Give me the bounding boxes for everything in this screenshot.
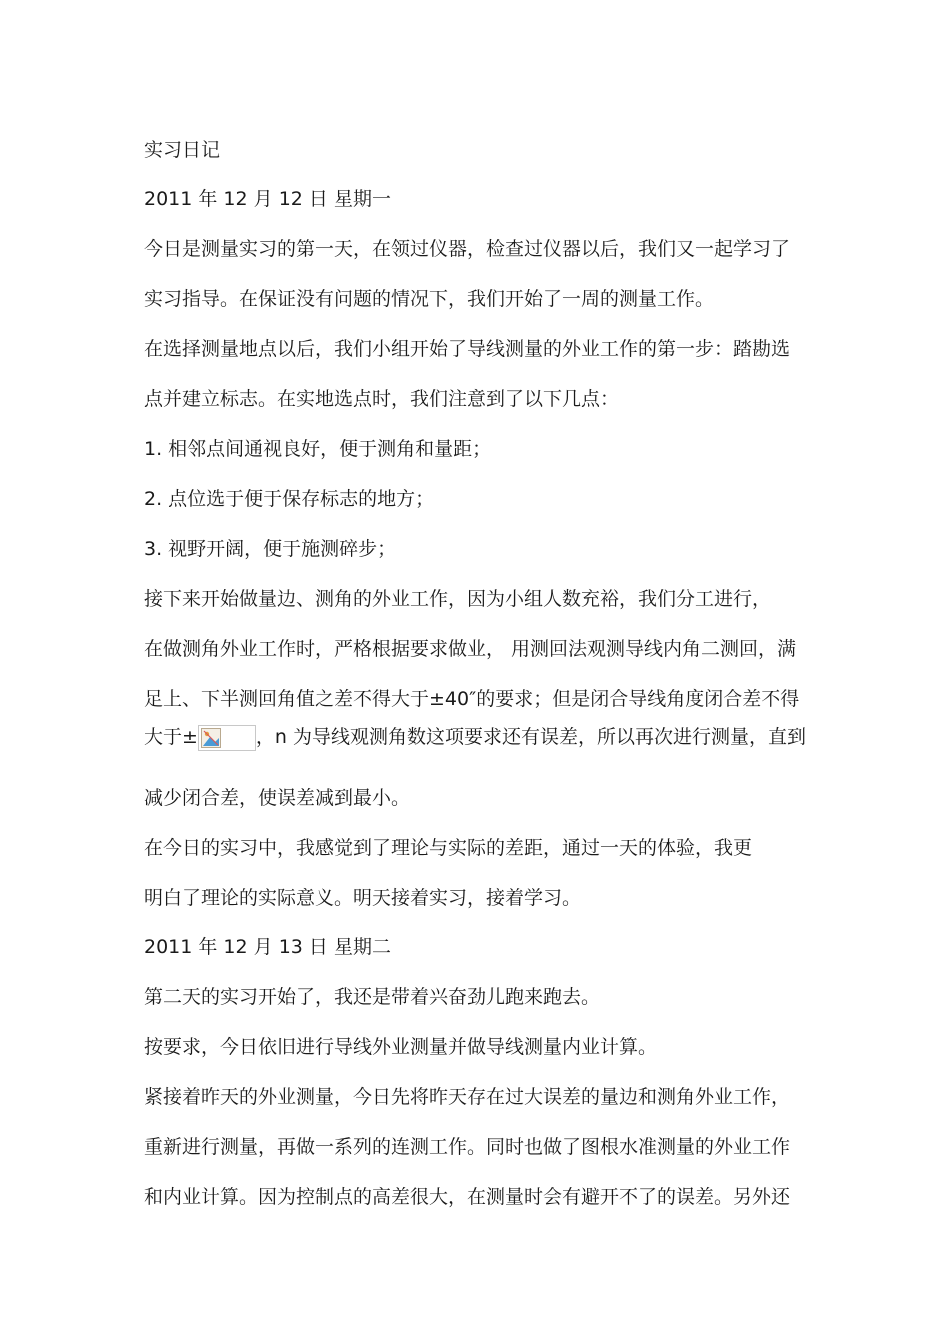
paragraph-line-with-formula	[144, 725, 806, 751]
formula-prefix: 大于±	[144, 726, 198, 748]
paragraph-line: 足上、下半测回角值之差不得大于±40″的要求；但是闭合导线角度闭合差不得	[144, 688, 800, 710]
paragraph-line: 在做测角外业工作时，严格根据要求做业， 用测回法观测导线内角二测回，满	[144, 638, 797, 660]
paragraph-line: 在选择测量地点以后，我们小组开始了导线测量的外业工作的第一步：踏勘选	[144, 338, 791, 360]
list-item: 3. 视野开阔，便于施测碎步；	[144, 538, 397, 560]
doc-title: 实习日记	[144, 139, 221, 161]
paragraph-line: 在今日的实习中，我感觉到了理论与实际的差距，通过一天的体验，我更	[144, 837, 753, 859]
paragraph-line: 紧接着昨天的外业测量，今日先将昨天存在过大误差的量边和测角外业工作，	[144, 1086, 791, 1108]
paragraph-line: 和内业计算。因为控制点的高差很大，在测量时会有避开不了的误差。另外还	[144, 1186, 791, 1208]
paragraph-line: 点并建立标志。在实地选点时，我们注意到了以下几点：	[144, 388, 620, 410]
entry-date-day1: 2011 年 12 月 12 日 星期一	[144, 188, 391, 210]
broken-image-icon	[198, 725, 256, 751]
paragraph-line: 重新进行测量，再做一系列的连测工作。同时也做了图根水准测量的外业工作	[144, 1136, 791, 1158]
entry-date-day2: 2011 年 12 月 13 日 星期二	[144, 936, 391, 958]
paragraph-line: 接下来开始做量边、测角的外业工作，因为小组人数充裕，我们分工进行，	[144, 588, 772, 610]
paragraph-line: 实习指导。在保证没有问题的情况下，我们开始了一周的测量工作。	[144, 288, 715, 310]
paragraph-line: 明白了理论的实际意义。明天接着实习，接着学习。	[144, 887, 582, 909]
paragraph-line: 第二天的实习开始了，我还是带着兴奋劲儿跑来跑去。	[144, 986, 601, 1008]
paragraph-line: 按要求，今日依旧进行导线外业测量并做导线测量内业计算。	[144, 1036, 658, 1058]
list-item: 2. 点位选于便于保存标志的地方；	[144, 488, 435, 510]
paragraph-line: 今日是测量实习的第一天，在领过仪器，检查过仪器以后，我们又一起学习了	[144, 238, 791, 260]
formula-suffix: ，n 为导线观测角数这项要求还有误差，所以再次进行测量，直到	[255, 726, 807, 748]
paragraph-line: 减少闭合差，使误差减到最小。	[144, 787, 411, 809]
list-item: 1. 相邻点间通视良好，便于测角和量距；	[144, 438, 492, 460]
